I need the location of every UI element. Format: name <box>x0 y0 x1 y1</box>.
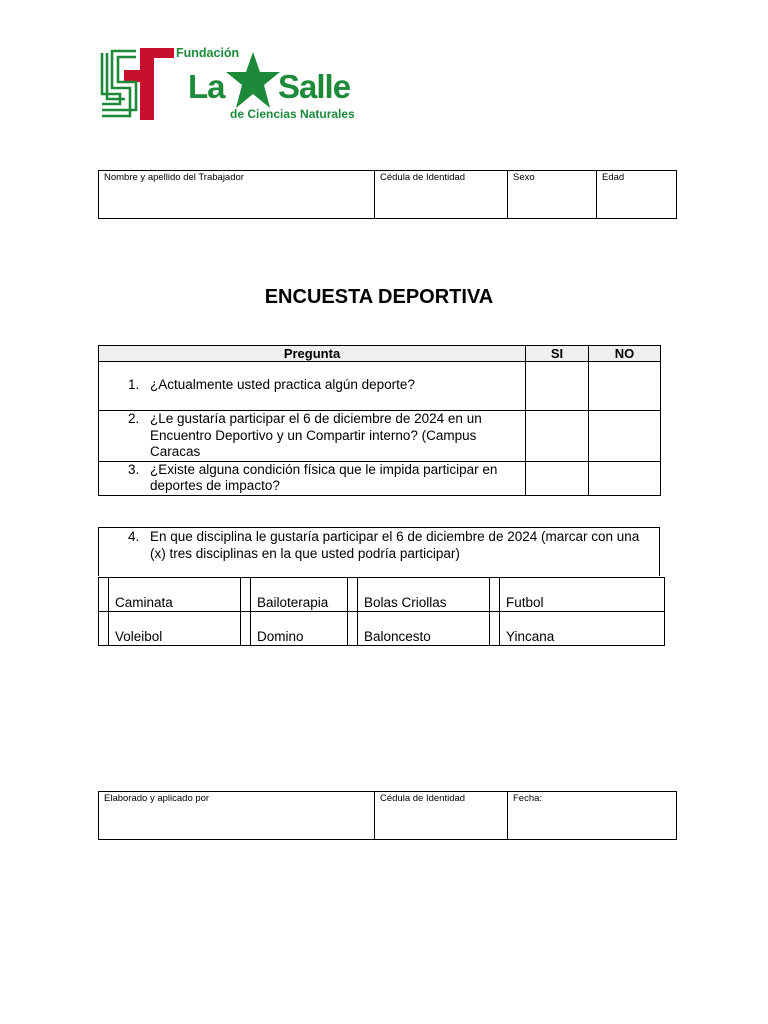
disciplines-table <box>98 577 665 646</box>
question-row <box>99 362 526 411</box>
logo-top-text: Fundación <box>176 46 240 60</box>
question-number: 1. <box>128 377 140 392</box>
page-title: ENCUESTA DEPORTIVA <box>264 286 494 308</box>
discipline-checkbox[interactable] <box>348 578 358 612</box>
discipline-checkbox[interactable] <box>241 612 251 646</box>
discipline-label: Baloncesto <box>358 612 490 646</box>
logo-name-right: Salle <box>278 68 351 105</box>
discipline-checkbox[interactable] <box>99 578 109 612</box>
worker-id-cell[interactable] <box>375 171 508 219</box>
discipline-checkbox[interactable] <box>490 578 500 612</box>
author-id-cell[interactable] <box>375 792 508 840</box>
question-2-yes-cell[interactable] <box>526 411 589 462</box>
star-icon <box>226 50 280 110</box>
question-1-no-cell[interactable] <box>589 362 661 411</box>
question-row <box>99 461 526 495</box>
yes-header: SI <box>526 346 589 362</box>
worker-age-label: Edad <box>602 172 625 183</box>
question-2-no-cell[interactable] <box>589 411 661 462</box>
fundacion-la-salle-logo <box>100 44 370 124</box>
question-text: ¿Le gustaría participar el 6 de diciembre de 2024 en un Encuentro Deportivo y un Compartir interno? (Campus Caracas <box>150 411 482 459</box>
question-text: ¿Existe alguna condición física que le impida participar en deportes de impacto? <box>150 461 498 493</box>
discipline-label: Caminata <box>109 578 241 612</box>
worker-name-label: Nombre y apellido del Trabajador <box>104 172 244 183</box>
worker-id-label: Cédula de Identidad <box>380 172 466 183</box>
discipline-label: Domino <box>251 612 348 646</box>
logo-name-left: La <box>188 68 225 105</box>
worker-info-table <box>98 170 677 219</box>
footer-info-table <box>98 791 677 840</box>
questions-table <box>98 345 661 496</box>
question-header: Pregunta <box>99 346 526 362</box>
worker-name-cell[interactable] <box>99 171 375 219</box>
discipline-label: Futbol <box>500 578 665 612</box>
discipline-checkbox[interactable] <box>348 612 358 646</box>
logo-mark-icon <box>100 48 174 120</box>
question-text: En que disciplina le gustaría participar el 6 de diciembre de 2024 (marcar con una (x) tres disciplinas en la que usted podría participar) <box>150 529 640 561</box>
discipline-label: Yincana <box>500 612 665 646</box>
question-3-yes-cell[interactable] <box>526 461 589 495</box>
date-label: Fecha: <box>513 793 543 804</box>
question-1-yes-cell[interactable] <box>526 362 589 411</box>
author-id-label: Cédula de Identidad <box>380 793 466 804</box>
worker-age-cell[interactable] <box>597 171 677 219</box>
discipline-checkbox[interactable] <box>241 578 251 612</box>
date-cell[interactable] <box>508 792 677 840</box>
logo-subtitle: de Ciencias Naturales <box>230 107 355 121</box>
discipline-checkbox[interactable] <box>99 612 109 646</box>
worker-sex-cell[interactable] <box>508 171 597 219</box>
question-number: 3. <box>128 461 140 477</box>
question-number: 2. <box>128 411 140 426</box>
question-4-box <box>98 527 660 576</box>
discipline-label: Bailoterapia <box>251 578 348 612</box>
author-label: Elaborado y aplicado por <box>104 793 210 804</box>
question-number: 4. <box>128 529 140 544</box>
author-cell[interactable] <box>99 792 375 840</box>
question-text: ¿Actualmente usted practica algún deporte? <box>150 377 415 392</box>
no-header: NO <box>589 346 661 362</box>
discipline-label: Bolas Criollas <box>358 578 490 612</box>
question-3-no-cell[interactable] <box>589 461 661 495</box>
discipline-label: Voleibol <box>109 612 241 646</box>
question-row <box>99 411 526 462</box>
discipline-checkbox[interactable] <box>490 612 500 646</box>
worker-sex-label: Sexo <box>513 172 535 183</box>
